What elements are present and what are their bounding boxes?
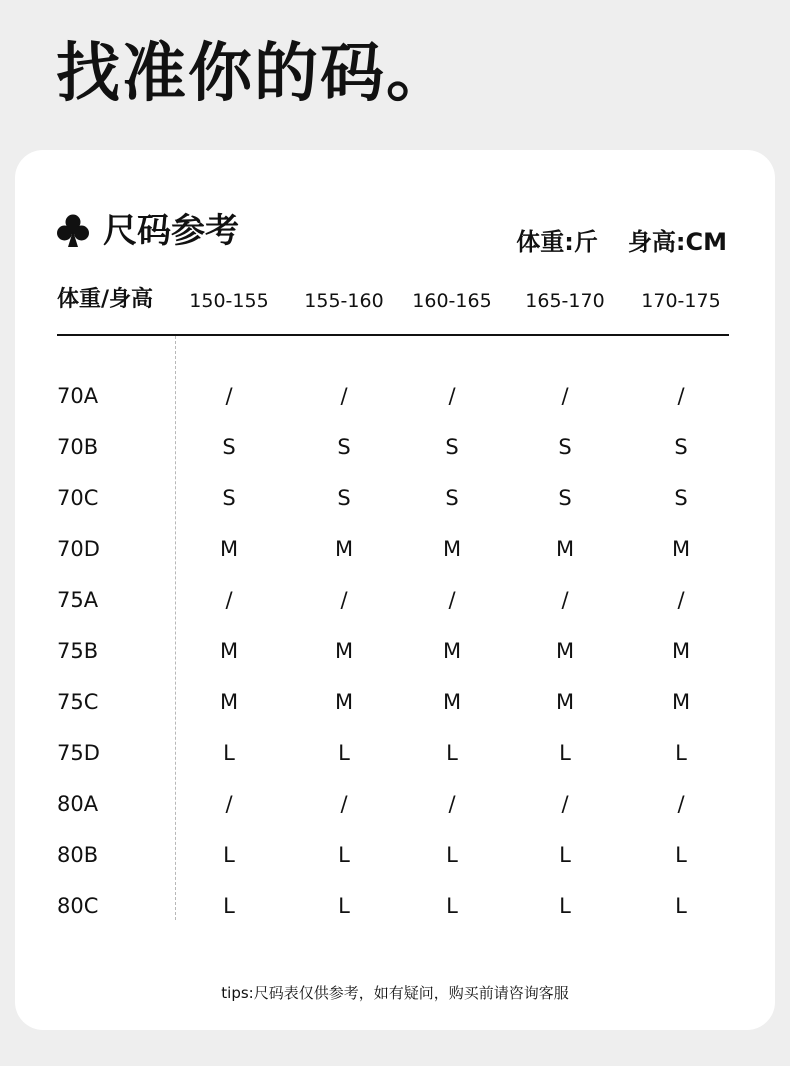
row-label: 70B bbox=[57, 435, 99, 459]
size-cell: M bbox=[671, 690, 691, 714]
size-cell: / bbox=[448, 792, 456, 816]
size-cell: M bbox=[671, 639, 691, 663]
row-label: 70C bbox=[57, 486, 99, 510]
row-label: 80C bbox=[57, 894, 99, 918]
table-row bbox=[57, 678, 729, 729]
size-cell: / bbox=[225, 384, 233, 408]
size-cell: L bbox=[675, 741, 687, 765]
table-row bbox=[57, 831, 729, 882]
size-cell: S bbox=[222, 435, 236, 459]
size-cell: / bbox=[340, 384, 348, 408]
table-row bbox=[57, 780, 729, 831]
height-unit: 身高:CM bbox=[627, 228, 727, 256]
size-cell: / bbox=[677, 792, 685, 816]
size-cell: S bbox=[222, 486, 236, 510]
size-cell: / bbox=[340, 588, 348, 612]
row-label: 70D bbox=[57, 537, 100, 561]
size-cell: M bbox=[671, 537, 691, 561]
size-cell: M bbox=[219, 690, 239, 714]
row-label: 75B bbox=[57, 639, 99, 663]
size-cell: L bbox=[559, 741, 571, 765]
size-cell: S bbox=[674, 486, 688, 510]
size-cell: L bbox=[223, 843, 235, 867]
table-row bbox=[57, 729, 729, 780]
table-row bbox=[57, 423, 729, 474]
header-rule bbox=[57, 334, 729, 336]
size-cell: / bbox=[225, 588, 233, 612]
weight-unit: 体重:斤 bbox=[516, 228, 598, 256]
row-label: 80A bbox=[57, 792, 99, 816]
size-cell: L bbox=[446, 894, 458, 918]
section-title: 尺码参考 bbox=[103, 211, 239, 251]
size-cell: S bbox=[558, 435, 572, 459]
table-row bbox=[57, 372, 729, 423]
size-cell: L bbox=[223, 894, 235, 918]
size-cell: M bbox=[442, 639, 462, 663]
size-table-body bbox=[57, 372, 729, 933]
size-cell: L bbox=[338, 843, 350, 867]
size-cell: S bbox=[337, 486, 351, 510]
size-cell: M bbox=[442, 537, 462, 561]
size-cell: / bbox=[448, 384, 456, 408]
size-cell: L bbox=[338, 894, 350, 918]
size-cell: S bbox=[445, 486, 459, 510]
size-cell: / bbox=[561, 792, 569, 816]
size-cell: / bbox=[225, 792, 233, 816]
table-row bbox=[57, 627, 729, 678]
size-cell: / bbox=[340, 792, 348, 816]
table-row bbox=[57, 474, 729, 525]
page-headline: 找准你的码。 bbox=[56, 37, 452, 111]
size-cell: M bbox=[555, 639, 575, 663]
size-cell: L bbox=[223, 741, 235, 765]
size-cell: / bbox=[677, 384, 685, 408]
size-cell: S bbox=[337, 435, 351, 459]
size-cell: M bbox=[555, 537, 575, 561]
size-cell: M bbox=[334, 639, 354, 663]
section-header bbox=[57, 208, 239, 254]
row-label: 80B bbox=[57, 843, 99, 867]
corner-label: 体重/身高 bbox=[57, 287, 154, 312]
size-cell: M bbox=[442, 690, 462, 714]
column-header: 150-155 bbox=[189, 290, 269, 312]
size-cell: M bbox=[555, 690, 575, 714]
column-header: 155-160 bbox=[304, 290, 384, 312]
size-cell: L bbox=[559, 843, 571, 867]
column-header: 160-165 bbox=[412, 290, 492, 312]
size-cell: L bbox=[675, 843, 687, 867]
size-chart-card bbox=[15, 150, 775, 1030]
size-cell: / bbox=[677, 588, 685, 612]
column-header: 165-170 bbox=[525, 290, 605, 312]
size-cell: L bbox=[675, 894, 687, 918]
size-cell: S bbox=[674, 435, 688, 459]
size-cell: M bbox=[219, 639, 239, 663]
size-cell: L bbox=[446, 843, 458, 867]
size-cell: / bbox=[448, 588, 456, 612]
size-cell: L bbox=[559, 894, 571, 918]
row-label: 75D bbox=[57, 741, 100, 765]
table-header bbox=[57, 280, 729, 320]
size-cell: / bbox=[561, 384, 569, 408]
table-row bbox=[57, 576, 729, 627]
table-row bbox=[57, 882, 729, 933]
table-row bbox=[57, 525, 729, 576]
column-header: 170-175 bbox=[641, 290, 721, 312]
size-cell: M bbox=[219, 537, 239, 561]
size-cell: M bbox=[334, 537, 354, 561]
units-legend bbox=[516, 222, 727, 257]
club-icon bbox=[57, 214, 89, 248]
size-cell: L bbox=[446, 741, 458, 765]
size-cell: / bbox=[561, 588, 569, 612]
row-label: 75C bbox=[57, 690, 99, 714]
row-label: 70A bbox=[57, 384, 99, 408]
size-cell: S bbox=[558, 486, 572, 510]
size-cell: M bbox=[334, 690, 354, 714]
tips-note: tips:尺码表仅供参考，如有疑问，购买前请咨询客服 bbox=[221, 984, 569, 1002]
row-label: 75A bbox=[57, 588, 99, 612]
size-cell: L bbox=[338, 741, 350, 765]
size-cell: S bbox=[445, 435, 459, 459]
